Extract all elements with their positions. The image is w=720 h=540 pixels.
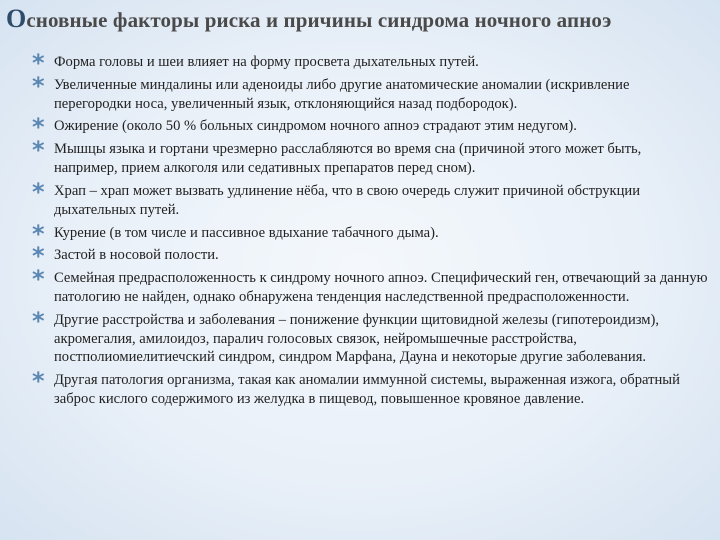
bullet-asterisk-icon: * <box>32 306 45 335</box>
bullet-asterisk-icon: * <box>32 265 45 294</box>
slide-title <box>6 4 720 34</box>
list-item-text: Семейная предрасположенность к синдрому ночного апноэ. Специфический ген, отвечающий за данную патологию не найден, однако обнаружена тенденция наследственной предрасположенности. <box>54 270 708 306</box>
list-item <box>32 265 708 306</box>
bullet-asterisk-icon: * <box>32 242 45 271</box>
list-item <box>32 136 708 177</box>
title-first-letter: О <box>6 4 27 33</box>
title-text: сновные факторы риска и причины синдрома ночного апноэ <box>26 8 612 32</box>
list-item <box>32 49 708 77</box>
list-item-text: Форма головы и шеи влияет на форму просвета дыхательных путей. <box>54 54 479 70</box>
list-item <box>32 367 708 408</box>
list-item <box>32 219 708 248</box>
list-item <box>32 71 708 113</box>
bullet-asterisk-icon: * <box>32 71 45 100</box>
bullet-list <box>32 49 708 413</box>
list-item <box>32 177 708 219</box>
list-item-text: Ожирение (около 50 % больных синдромом ночного апноэ страдают этим недугом). <box>54 118 577 135</box>
bullet-asterisk-icon: * <box>32 113 45 142</box>
list-item-text: Увеличенные миндалины или аденоиды либо другие анатомические аномалии (искривление перегородки носа, увеличенный язык, отклоняющийся назад подбородок). <box>54 76 630 112</box>
list-item-text: Курение (в том числе и пассивное вдыхание табачного дыма). <box>54 224 439 241</box>
list-item-text: Другие расстройства и заболевания – понижение функции щитовидной железы (гипотероидизм), акромегалия, амилоидоз, паралич голосовых связок, нейромышечные расстройства, постполиомиелитиечский синдром, синдром Марфана, Дауна и некоторые другие заболевания. <box>54 311 660 366</box>
bullet-asterisk-icon: * <box>32 219 45 248</box>
bullet-asterisk-icon: * <box>32 177 45 206</box>
bullet-asterisk-icon: * <box>32 136 45 165</box>
bullet-asterisk-icon: * <box>32 49 45 77</box>
list-item <box>32 306 708 367</box>
list-item <box>32 113 708 142</box>
list-item-text: Застой в носовой полости. <box>54 247 219 264</box>
list-item-text: Мышцы языка и гортани чрезмерно расслабляются во время сна (причиной этого может быть, например, прием алкоголя или седативных препаратов перед сном). <box>54 141 642 177</box>
list-item <box>32 242 708 271</box>
list-item-text: Храп – храп может вызвать удлинение нёба, что в свою очередь служит причиной обструкции дыхательных путей. <box>54 182 641 218</box>
bullet-asterisk-icon: * <box>32 367 45 396</box>
list-item-text: Другая патология организма, такая как аномалии иммунной системы, выраженная изжога, обратный заброс кислого содержимого из желудка в пищевод, повышенное кровяное давление. <box>54 372 680 407</box>
